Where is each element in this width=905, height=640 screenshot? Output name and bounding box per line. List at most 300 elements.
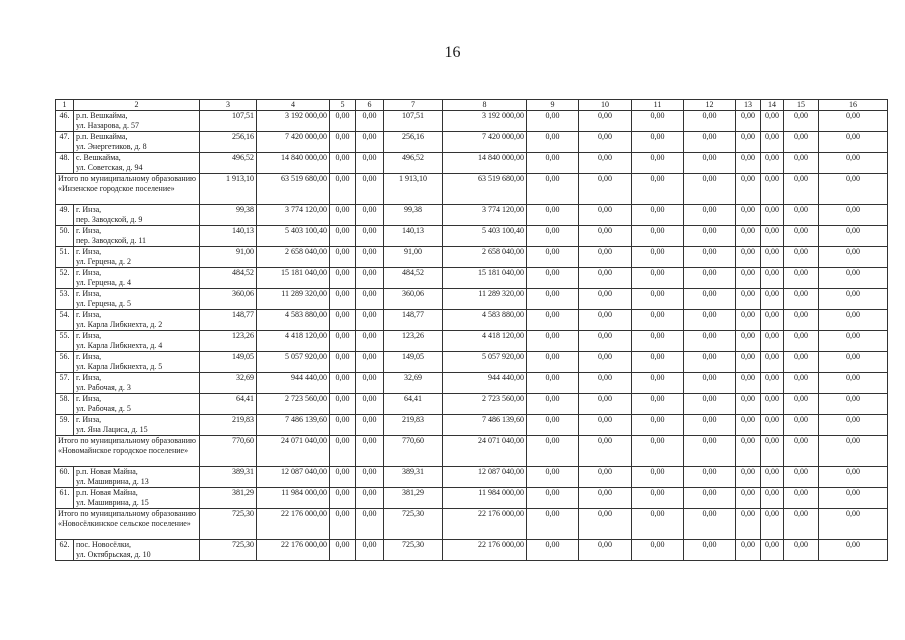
value-cell: 11 289 320,00 (443, 289, 527, 310)
value-cell: 0,00 (330, 268, 356, 289)
table-row (56, 205, 888, 226)
value-cell: 0,00 (819, 247, 888, 268)
address-cell (74, 488, 200, 509)
value-cell: 0,00 (632, 174, 684, 205)
value-cell: 0,00 (579, 415, 632, 436)
value-cell: 0,00 (632, 352, 684, 373)
address-line: ул. Рабочая, д. 3 (76, 383, 131, 392)
value-cell: 219,83 (384, 415, 443, 436)
address-cell (74, 205, 200, 226)
value-cell: 22 176 000,00 (443, 540, 527, 561)
value-cell: 140,13 (200, 226, 257, 247)
value-cell: 0,00 (736, 247, 761, 268)
value-cell: 3 192 000,00 (257, 111, 330, 132)
row-number: 52. (56, 268, 74, 289)
value-cell: 0,00 (632, 111, 684, 132)
value-cell: 0,00 (527, 205, 579, 226)
address-line: г. Инза, (76, 247, 102, 256)
value-cell: 725,30 (384, 509, 443, 540)
address-cell (74, 352, 200, 373)
address-cell (74, 226, 200, 247)
value-cell: 11 289 320,00 (257, 289, 330, 310)
row-number: 59. (56, 415, 74, 436)
value-cell: 12 087 040,00 (257, 467, 330, 488)
value-cell: 0,00 (736, 132, 761, 153)
table-row (56, 153, 888, 174)
value-cell: 0,00 (736, 436, 761, 467)
value-cell: 0,00 (784, 373, 819, 394)
value-cell: 0,00 (579, 488, 632, 509)
value-cell: 0,00 (527, 415, 579, 436)
value-cell: 0,00 (527, 540, 579, 561)
value-cell: 0,00 (579, 268, 632, 289)
value-cell: 0,00 (736, 331, 761, 352)
row-number: 58. (56, 394, 74, 415)
value-cell: 389,31 (384, 467, 443, 488)
value-cell: 0,00 (356, 226, 384, 247)
value-cell: 0,00 (527, 394, 579, 415)
address-cell (74, 415, 200, 436)
address-cell (74, 247, 200, 268)
value-cell: 0,00 (784, 488, 819, 509)
subtotal-row (56, 436, 888, 467)
value-cell: 0,00 (761, 268, 784, 289)
value-cell: 11 984 000,00 (257, 488, 330, 509)
address-cell (74, 111, 200, 132)
value-cell: 0,00 (761, 289, 784, 310)
address-line: ул. Герцена, д. 4 (76, 278, 131, 287)
value-cell: 0,00 (784, 289, 819, 310)
value-cell: 0,00 (579, 540, 632, 561)
value-cell: 0,00 (579, 153, 632, 174)
value-cell: 0,00 (356, 373, 384, 394)
value-cell: 0,00 (819, 132, 888, 153)
value-cell: 0,00 (736, 509, 761, 540)
value-cell: 15 181 040,00 (257, 268, 330, 289)
value-cell: 0,00 (356, 153, 384, 174)
table-row (56, 289, 888, 310)
address-line: г. Инза, (76, 352, 102, 361)
value-cell: 484,52 (200, 268, 257, 289)
value-cell: 0,00 (330, 488, 356, 509)
value-cell: 3 774 120,00 (443, 205, 527, 226)
value-cell: 14 840 000,00 (443, 153, 527, 174)
column-header: 6 (356, 100, 384, 111)
value-cell: 0,00 (527, 352, 579, 373)
value-cell: 0,00 (684, 415, 736, 436)
value-cell: 148,77 (384, 310, 443, 331)
address-cell (74, 132, 200, 153)
address-line: р.п. Вешкайма, (76, 111, 128, 120)
address-line: ул. Яна Лациса, д. 15 (76, 425, 148, 434)
address-line: г. Инза, (76, 310, 102, 319)
value-cell: 0,00 (527, 488, 579, 509)
value-cell: 0,00 (527, 373, 579, 394)
value-cell: 0,00 (684, 111, 736, 132)
value-cell: 0,00 (761, 111, 784, 132)
value-cell: 0,00 (784, 509, 819, 540)
value-cell: 770,60 (200, 436, 257, 467)
address-line: г. Инза, (76, 415, 102, 424)
value-cell: 2 658 040,00 (257, 247, 330, 268)
value-cell: 0,00 (761, 174, 784, 205)
value-cell: 0,00 (330, 205, 356, 226)
value-cell: 0,00 (527, 153, 579, 174)
value-cell: 0,00 (632, 247, 684, 268)
column-header: 5 (330, 100, 356, 111)
value-cell: 0,00 (356, 488, 384, 509)
value-cell: 944 440,00 (257, 373, 330, 394)
table-row (56, 268, 888, 289)
value-cell: 0,00 (632, 467, 684, 488)
value-cell: 0,00 (684, 509, 736, 540)
value-cell: 0,00 (356, 247, 384, 268)
value-cell: 0,00 (819, 488, 888, 509)
value-cell: 24 071 040,00 (257, 436, 330, 467)
column-header: 3 (200, 100, 257, 111)
value-cell: 32,69 (200, 373, 257, 394)
value-cell: 0,00 (761, 226, 784, 247)
value-cell: 0,00 (736, 289, 761, 310)
value-cell: 0,00 (356, 436, 384, 467)
value-cell: 0,00 (356, 331, 384, 352)
value-cell: 0,00 (356, 310, 384, 331)
row-number: 60. (56, 467, 74, 488)
value-cell: 15 181 040,00 (443, 268, 527, 289)
address-cell (74, 373, 200, 394)
subtotal-label: Итого по муниципальному образованию «Новосёлкинское сельское поселение» (56, 509, 200, 540)
address-line: ул. Карла Либкнехта, д. 2 (76, 320, 163, 329)
value-cell: 0,00 (330, 111, 356, 132)
value-cell: 0,00 (527, 509, 579, 540)
column-header: 1 (56, 100, 74, 111)
value-cell: 0,00 (819, 289, 888, 310)
value-cell: 0,00 (330, 415, 356, 436)
value-cell: 0,00 (784, 153, 819, 174)
value-cell: 0,00 (684, 310, 736, 331)
value-cell: 22 176 000,00 (443, 509, 527, 540)
value-cell: 4 418 120,00 (257, 331, 330, 352)
value-cell: 0,00 (784, 247, 819, 268)
value-cell: 7 420 000,00 (443, 132, 527, 153)
value-cell: 0,00 (684, 373, 736, 394)
value-cell: 0,00 (579, 467, 632, 488)
value-cell: 725,30 (384, 540, 443, 561)
value-cell: 7 486 139,60 (443, 415, 527, 436)
value-cell: 0,00 (784, 415, 819, 436)
value-cell: 0,00 (819, 111, 888, 132)
value-cell: 0,00 (819, 331, 888, 352)
value-cell: 0,00 (761, 488, 784, 509)
address-line: ул. Советская, д. 94 (76, 163, 143, 172)
address-cell (74, 289, 200, 310)
value-cell: 0,00 (684, 467, 736, 488)
value-cell: 0,00 (819, 509, 888, 540)
column-header: 15 (784, 100, 819, 111)
value-cell: 0,00 (684, 331, 736, 352)
value-cell: 0,00 (527, 331, 579, 352)
value-cell: 256,16 (200, 132, 257, 153)
value-cell: 0,00 (632, 415, 684, 436)
value-cell: 7 420 000,00 (257, 132, 330, 153)
value-cell: 4 418 120,00 (443, 331, 527, 352)
value-cell: 0,00 (356, 205, 384, 226)
address-line: ул. Карла Либкнехта, д. 5 (76, 362, 163, 371)
value-cell: 107,51 (200, 111, 257, 132)
value-cell: 0,00 (632, 289, 684, 310)
table-row (56, 394, 888, 415)
address-line: г. Инза, (76, 373, 102, 382)
value-cell: 0,00 (579, 111, 632, 132)
value-cell: 0,00 (330, 509, 356, 540)
value-cell: 0,00 (761, 310, 784, 331)
value-cell: 107,51 (384, 111, 443, 132)
value-cell: 123,26 (200, 331, 257, 352)
value-cell: 0,00 (819, 226, 888, 247)
row-number: 49. (56, 205, 74, 226)
value-cell: 22 176 000,00 (257, 509, 330, 540)
address-line: ул. Герцена, д. 2 (76, 257, 131, 266)
value-cell: 0,00 (761, 467, 784, 488)
value-cell: 0,00 (819, 352, 888, 373)
value-cell: 4 583 880,00 (443, 310, 527, 331)
row-number: 61. (56, 488, 74, 509)
value-cell: 5 057 920,00 (257, 352, 330, 373)
row-number: 50. (56, 226, 74, 247)
value-cell: 0,00 (736, 310, 761, 331)
row-number: 46. (56, 111, 74, 132)
column-header: 11 (632, 100, 684, 111)
value-cell: 0,00 (784, 394, 819, 415)
value-cell: 0,00 (330, 174, 356, 205)
value-cell: 496,52 (384, 153, 443, 174)
value-cell: 0,00 (356, 467, 384, 488)
address-line: р.п. Новая Майна, (76, 467, 138, 476)
value-cell: 0,00 (527, 132, 579, 153)
value-cell: 99,38 (384, 205, 443, 226)
value-cell: 149,05 (384, 352, 443, 373)
value-cell: 0,00 (579, 132, 632, 153)
value-cell: 0,00 (784, 111, 819, 132)
table-body (56, 111, 888, 561)
value-cell: 0,00 (784, 467, 819, 488)
value-cell: 123,26 (384, 331, 443, 352)
table-row (56, 352, 888, 373)
value-cell: 64,41 (384, 394, 443, 415)
table-row (56, 247, 888, 268)
value-cell: 63 519 680,00 (257, 174, 330, 205)
value-cell: 0,00 (684, 540, 736, 561)
table-row (56, 488, 888, 509)
value-cell: 24 071 040,00 (443, 436, 527, 467)
value-cell: 0,00 (330, 289, 356, 310)
subtotal-row (56, 174, 888, 205)
row-number: 56. (56, 352, 74, 373)
value-cell: 0,00 (632, 540, 684, 561)
value-cell: 2 723 560,00 (443, 394, 527, 415)
value-cell: 0,00 (736, 205, 761, 226)
value-cell: 0,00 (684, 436, 736, 467)
table-row (56, 310, 888, 331)
value-cell: 219,83 (200, 415, 257, 436)
value-cell: 0,00 (684, 488, 736, 509)
value-cell: 360,06 (384, 289, 443, 310)
address-line: г. Инза, (76, 205, 102, 214)
value-cell: 0,00 (356, 394, 384, 415)
value-cell: 0,00 (632, 153, 684, 174)
value-cell: 0,00 (632, 488, 684, 509)
value-cell: 0,00 (330, 226, 356, 247)
value-cell: 63 519 680,00 (443, 174, 527, 205)
value-cell: 0,00 (579, 509, 632, 540)
value-cell: 0,00 (819, 174, 888, 205)
value-cell: 725,30 (200, 540, 257, 561)
value-cell: 0,00 (632, 268, 684, 289)
value-cell: 496,52 (200, 153, 257, 174)
address-cell (74, 310, 200, 331)
value-cell: 0,00 (632, 394, 684, 415)
value-cell: 140,13 (384, 226, 443, 247)
value-cell: 0,00 (736, 394, 761, 415)
column-header: 2 (74, 100, 200, 111)
value-cell: 0,00 (579, 174, 632, 205)
value-cell: 0,00 (736, 174, 761, 205)
value-cell: 22 176 000,00 (257, 540, 330, 561)
value-cell: 3 192 000,00 (443, 111, 527, 132)
table-row (56, 132, 888, 153)
value-cell: 389,31 (200, 467, 257, 488)
value-cell: 0,00 (684, 247, 736, 268)
value-cell: 0,00 (527, 436, 579, 467)
value-cell: 0,00 (527, 289, 579, 310)
value-cell: 0,00 (579, 331, 632, 352)
value-cell: 0,00 (330, 310, 356, 331)
address-line: ул. Машиврина, д. 13 (76, 477, 149, 486)
value-cell: 0,00 (784, 205, 819, 226)
value-cell: 0,00 (527, 226, 579, 247)
value-cell: 0,00 (761, 373, 784, 394)
address-line: р.п. Новая Майна, (76, 488, 138, 497)
row-number: 55. (56, 331, 74, 352)
address-line: г. Инза, (76, 394, 102, 403)
value-cell: 0,00 (356, 132, 384, 153)
value-cell: 0,00 (330, 436, 356, 467)
value-cell: 0,00 (684, 174, 736, 205)
value-cell: 484,52 (384, 268, 443, 289)
value-cell: 0,00 (632, 509, 684, 540)
value-cell: 2 658 040,00 (443, 247, 527, 268)
value-cell: 0,00 (819, 373, 888, 394)
address-line: ул. Герцена, д. 5 (76, 299, 131, 308)
row-number: 54. (56, 310, 74, 331)
data-table-wrapper (55, 99, 860, 561)
value-cell: 0,00 (356, 174, 384, 205)
value-cell: 0,00 (761, 132, 784, 153)
address-cell (74, 467, 200, 488)
value-cell: 148,77 (200, 310, 257, 331)
value-cell: 11 984 000,00 (443, 488, 527, 509)
value-cell: 0,00 (330, 373, 356, 394)
value-cell: 3 774 120,00 (257, 205, 330, 226)
value-cell: 0,00 (356, 540, 384, 561)
row-number: 62. (56, 540, 74, 561)
value-cell: 0,00 (784, 352, 819, 373)
value-cell: 0,00 (356, 268, 384, 289)
value-cell: 0,00 (684, 226, 736, 247)
value-cell: 0,00 (527, 310, 579, 331)
value-cell: 0,00 (632, 205, 684, 226)
value-cell: 0,00 (330, 331, 356, 352)
value-cell: 1 913,10 (384, 174, 443, 205)
value-cell: 0,00 (330, 132, 356, 153)
row-number: 48. (56, 153, 74, 174)
value-cell: 0,00 (579, 373, 632, 394)
address-line: ул. Карла Либкнехта, д. 4 (76, 341, 163, 350)
address-cell (74, 268, 200, 289)
address-cell (74, 394, 200, 415)
address-line: р.п. Вешкайма, (76, 132, 128, 141)
address-line: пер. Заводской, д. 11 (76, 236, 147, 245)
column-header: 13 (736, 100, 761, 111)
column-number-row (56, 100, 888, 111)
value-cell: 0,00 (579, 226, 632, 247)
value-cell: 0,00 (784, 226, 819, 247)
value-cell: 256,16 (384, 132, 443, 153)
value-cell: 0,00 (761, 352, 784, 373)
value-cell: 0,00 (579, 310, 632, 331)
value-cell: 0,00 (527, 247, 579, 268)
address-line: г. Инза, (76, 289, 102, 298)
data-table (55, 99, 888, 561)
value-cell: 0,00 (579, 247, 632, 268)
value-cell: 0,00 (579, 352, 632, 373)
value-cell: 0,00 (819, 153, 888, 174)
value-cell: 0,00 (527, 268, 579, 289)
value-cell: 0,00 (632, 310, 684, 331)
table-row (56, 415, 888, 436)
value-cell: 0,00 (761, 394, 784, 415)
value-cell: 0,00 (632, 436, 684, 467)
value-cell: 0,00 (527, 111, 579, 132)
value-cell: 0,00 (632, 373, 684, 394)
value-cell: 0,00 (819, 467, 888, 488)
value-cell: 0,00 (784, 310, 819, 331)
value-cell: 0,00 (684, 289, 736, 310)
address-line: ул. Рабочая, д. 5 (76, 404, 131, 413)
value-cell: 0,00 (761, 331, 784, 352)
column-header: 8 (443, 100, 527, 111)
value-cell: 0,00 (579, 394, 632, 415)
value-cell: 0,00 (330, 467, 356, 488)
value-cell: 381,29 (384, 488, 443, 509)
address-cell (74, 331, 200, 352)
value-cell: 0,00 (736, 373, 761, 394)
table-row (56, 331, 888, 352)
value-cell: 0,00 (330, 352, 356, 373)
value-cell: 0,00 (784, 331, 819, 352)
address-line: ул. Назарова, д. 57 (76, 121, 139, 130)
value-cell: 0,00 (784, 436, 819, 467)
subtotal-row (56, 509, 888, 540)
value-cell: 0,00 (579, 289, 632, 310)
table-row (56, 467, 888, 488)
value-cell: 0,00 (819, 436, 888, 467)
row-number: 53. (56, 289, 74, 310)
value-cell: 0,00 (684, 352, 736, 373)
value-cell: 0,00 (330, 247, 356, 268)
value-cell: 32,69 (384, 373, 443, 394)
address-cell (74, 153, 200, 174)
